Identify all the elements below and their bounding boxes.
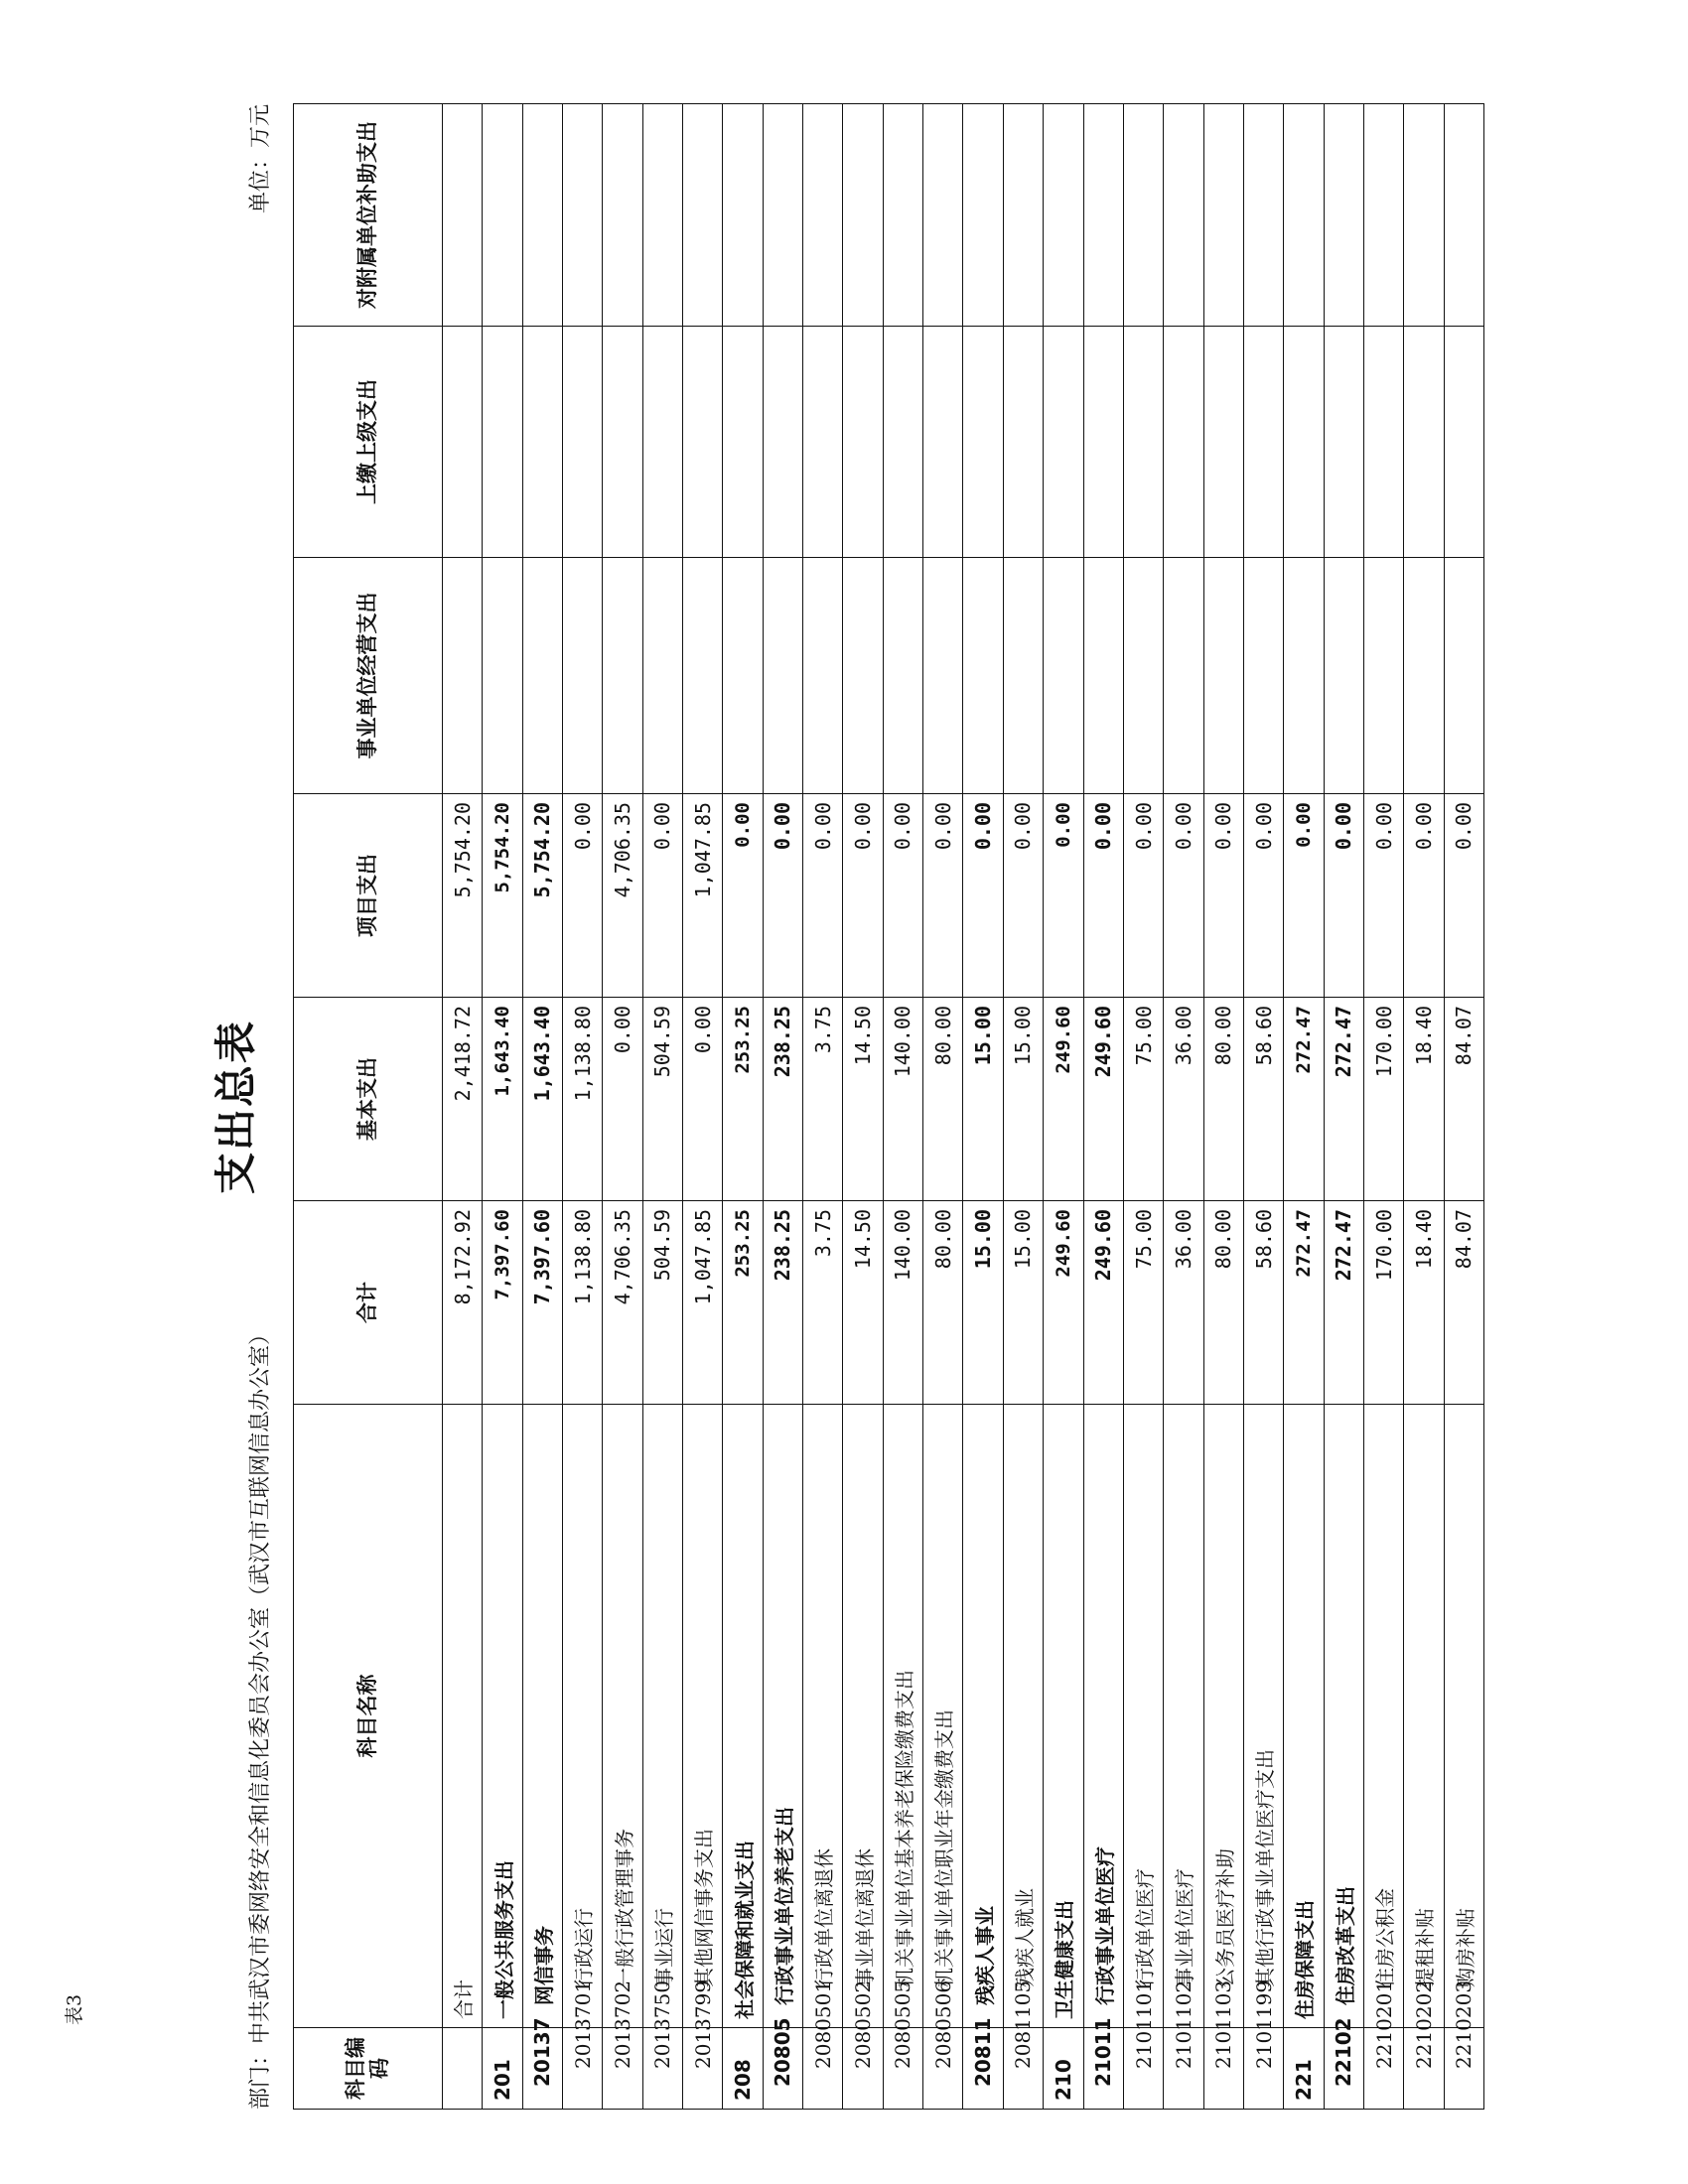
row-business xyxy=(963,558,1003,794)
row-total: 7,397.60 xyxy=(522,1201,562,1405)
row-total: 36.00 xyxy=(1164,1201,1203,1405)
row-subsidy xyxy=(1003,104,1043,327)
row-business xyxy=(843,558,883,794)
row-basic: 140.00 xyxy=(883,998,922,1201)
row-code: 2210203 xyxy=(1444,2028,1483,2110)
row-name: 住房保障支出 xyxy=(1284,1405,1324,2028)
row-subsidy xyxy=(563,104,603,327)
table-row xyxy=(603,104,642,2110)
row-business xyxy=(723,558,763,794)
row-subsidy xyxy=(723,104,763,327)
row-basic: 14.50 xyxy=(843,998,883,1201)
document-title: 支出总表 xyxy=(211,1020,260,1195)
row-upper xyxy=(803,327,843,558)
row-project: 0.00 xyxy=(803,794,843,998)
row-name: 卫生健康支出 xyxy=(1044,1405,1083,2028)
row-project: 0.00 xyxy=(1284,794,1324,998)
row-business xyxy=(1203,558,1243,794)
row-basic: 80.00 xyxy=(923,998,963,1201)
row-project: 1,047.85 xyxy=(683,794,723,998)
row-upper xyxy=(563,327,603,558)
row-upper xyxy=(1284,327,1324,558)
table-body xyxy=(443,104,1484,2110)
row-project: 5,754.20 xyxy=(522,794,562,998)
row-project: 0.00 xyxy=(723,794,763,998)
table-row xyxy=(963,104,1003,2110)
row-upper xyxy=(1203,327,1243,558)
col-header-total: 合计 xyxy=(294,1201,443,1405)
row-project: 0.00 xyxy=(1444,794,1483,998)
row-project: 0.00 xyxy=(1243,794,1283,998)
row-code: 21011 xyxy=(1083,2028,1123,2110)
row-project: 0.00 xyxy=(923,794,963,998)
row-basic: 1,643.40 xyxy=(483,998,522,1201)
row-project: 0.00 xyxy=(1003,794,1043,998)
row-subsidy xyxy=(763,104,802,327)
row-subsidy xyxy=(963,104,1003,327)
table-row xyxy=(443,104,483,2110)
row-subsidy xyxy=(1203,104,1243,327)
row-name: 残疾人事业 xyxy=(963,1405,1003,2028)
row-project: 0.00 xyxy=(1324,794,1363,998)
row-business xyxy=(443,558,483,794)
col-header-project: 项目支出 xyxy=(294,794,443,998)
row-business xyxy=(603,558,642,794)
row-code: 2080501 xyxy=(803,2028,843,2110)
row-code: 201 xyxy=(483,2028,522,2110)
row-name: 机关事业单位职业年金缴费支出 xyxy=(923,1405,963,2028)
row-basic: 2,418.72 xyxy=(443,998,483,1201)
row-upper xyxy=(763,327,802,558)
row-project: 5,754.20 xyxy=(443,794,483,998)
row-basic: 36.00 xyxy=(1164,998,1203,1201)
row-total: 14.50 xyxy=(843,1201,883,1405)
row-project: 0.00 xyxy=(563,794,603,998)
row-business xyxy=(522,558,562,794)
row-name: 行政运行 xyxy=(563,1405,603,2028)
row-upper xyxy=(723,327,763,558)
row-basic: 15.00 xyxy=(963,998,1003,1201)
row-subsidy xyxy=(1123,104,1163,327)
row-upper xyxy=(1324,327,1363,558)
table-row xyxy=(1044,104,1083,2110)
col-header-business: 事业单位经营支出 xyxy=(294,558,443,794)
row-total: 80.00 xyxy=(923,1201,963,1405)
row-name: 公务员医疗补助 xyxy=(1203,1405,1243,2028)
row-code: 2081105 xyxy=(1003,2028,1043,2110)
row-code: 2210201 xyxy=(1363,2028,1403,2110)
row-business xyxy=(1284,558,1324,794)
row-business xyxy=(1243,558,1283,794)
row-basic: 249.60 xyxy=(1044,998,1083,1201)
row-upper xyxy=(1404,327,1444,558)
table-row xyxy=(1243,104,1283,2110)
row-basic: 1,138.80 xyxy=(563,998,603,1201)
table-row xyxy=(1284,104,1324,2110)
row-business xyxy=(1404,558,1444,794)
row-basic: 1,643.40 xyxy=(522,998,562,1201)
row-subsidy xyxy=(522,104,562,327)
row-business xyxy=(1444,558,1483,794)
expenditure-table xyxy=(293,103,1484,2110)
row-project: 0.00 xyxy=(1123,794,1163,998)
row-business xyxy=(483,558,522,794)
row-subsidy xyxy=(683,104,723,327)
row-upper xyxy=(603,327,642,558)
row-total: 84.07 xyxy=(1444,1201,1483,1405)
row-code: 221 xyxy=(1284,2028,1324,2110)
table-row xyxy=(763,104,802,2110)
row-upper xyxy=(923,327,963,558)
col-header-code: 科目编码 xyxy=(294,2028,443,2110)
table-row xyxy=(642,104,682,2110)
row-business xyxy=(1123,558,1163,794)
row-business xyxy=(1363,558,1403,794)
row-project: 0.00 xyxy=(963,794,1003,998)
row-project: 4,706.35 xyxy=(603,794,642,998)
table-row xyxy=(522,104,562,2110)
row-upper xyxy=(883,327,922,558)
row-project: 0.00 xyxy=(642,794,682,998)
row-total: 272.47 xyxy=(1324,1201,1363,1405)
row-basic: 504.59 xyxy=(642,998,682,1201)
row-basic: 3.75 xyxy=(803,998,843,1201)
row-name: 提租补贴 xyxy=(1404,1405,1444,2028)
row-total: 8,172.92 xyxy=(443,1201,483,1405)
table-row xyxy=(1203,104,1243,2110)
row-code xyxy=(443,2028,483,2110)
table-row xyxy=(1083,104,1123,2110)
row-total: 1,138.80 xyxy=(563,1201,603,1405)
table-row xyxy=(1363,104,1403,2110)
row-name: 一般行政管理事务 xyxy=(603,1405,642,2028)
row-project: 5,754.20 xyxy=(483,794,522,998)
row-basic: 253.25 xyxy=(723,998,763,1201)
row-subsidy xyxy=(1404,104,1444,327)
rotated-page xyxy=(204,104,1484,2110)
row-subsidy xyxy=(1164,104,1203,327)
row-business xyxy=(923,558,963,794)
row-project: 0.00 xyxy=(843,794,883,998)
row-total: 504.59 xyxy=(642,1201,682,1405)
row-code: 210 xyxy=(1044,2028,1083,2110)
table-row xyxy=(683,104,723,2110)
row-upper xyxy=(642,327,682,558)
table-row xyxy=(1123,104,1163,2110)
row-name: 合计 xyxy=(443,1405,483,2028)
row-total: 272.47 xyxy=(1284,1201,1324,1405)
row-name: 购房补贴 xyxy=(1444,1405,1483,2028)
row-subsidy xyxy=(642,104,682,327)
row-project: 0.00 xyxy=(1363,794,1403,998)
row-total: 75.00 xyxy=(1123,1201,1163,1405)
row-total: 15.00 xyxy=(1003,1201,1043,1405)
col-header-name: 科目名称 xyxy=(294,1405,443,2028)
row-basic: 75.00 xyxy=(1123,998,1163,1201)
row-upper xyxy=(1044,327,1083,558)
row-total: 170.00 xyxy=(1363,1201,1403,1405)
row-name: 行政事业单位医疗 xyxy=(1083,1405,1123,2028)
row-basic: 58.60 xyxy=(1243,998,1283,1201)
row-code: 2101102 xyxy=(1164,2028,1203,2110)
row-subsidy xyxy=(1083,104,1123,327)
row-name: 住房改革支出 xyxy=(1324,1405,1363,2028)
row-upper xyxy=(1123,327,1163,558)
row-upper xyxy=(1243,327,1283,558)
row-basic: 238.25 xyxy=(763,998,802,1201)
row-business xyxy=(883,558,922,794)
row-subsidy xyxy=(1444,104,1483,327)
row-project: 0.00 xyxy=(883,794,922,998)
row-project: 0.00 xyxy=(1044,794,1083,998)
table-row xyxy=(923,104,963,2110)
row-name: 机关事业单位基本养老保险缴费支出 xyxy=(883,1405,922,2028)
row-name: 事业运行 xyxy=(642,1405,682,2028)
row-code: 2013750 xyxy=(642,2028,682,2110)
table-row xyxy=(843,104,883,2110)
row-basic: 0.00 xyxy=(603,998,642,1201)
row-code: 2013702 xyxy=(603,2028,642,2110)
row-name: 行政单位离退休 xyxy=(803,1405,843,2028)
table-row xyxy=(563,104,603,2110)
row-name: 事业单位离退休 xyxy=(843,1405,883,2028)
row-upper xyxy=(443,327,483,558)
row-subsidy xyxy=(1044,104,1083,327)
row-subsidy xyxy=(603,104,642,327)
row-code: 2210202 xyxy=(1404,2028,1444,2110)
row-total: 58.60 xyxy=(1243,1201,1283,1405)
col-header-upper: 上缴上级支出 xyxy=(294,327,443,558)
row-name: 行政单位医疗 xyxy=(1123,1405,1163,2028)
row-subsidy xyxy=(843,104,883,327)
row-basic: 18.40 xyxy=(1404,998,1444,1201)
row-upper xyxy=(963,327,1003,558)
row-project: 0.00 xyxy=(1203,794,1243,998)
row-code: 208 xyxy=(723,2028,763,2110)
row-code: 2101103 xyxy=(1203,2028,1243,2110)
row-name: 事业单位医疗 xyxy=(1164,1405,1203,2028)
row-code: 2013701 xyxy=(563,2028,603,2110)
row-name: 其他网信事务支出 xyxy=(683,1405,723,2028)
row-total: 7,397.60 xyxy=(483,1201,522,1405)
row-subsidy xyxy=(883,104,922,327)
row-subsidy xyxy=(483,104,522,327)
row-upper xyxy=(483,327,522,558)
row-subsidy xyxy=(1324,104,1363,327)
page-label: 表3 xyxy=(64,1993,85,2025)
row-name: 网信事务 xyxy=(522,1405,562,2028)
row-code: 2080506 xyxy=(923,2028,963,2110)
table-row xyxy=(1164,104,1203,2110)
row-total: 1,047.85 xyxy=(683,1201,723,1405)
row-total: 80.00 xyxy=(1203,1201,1243,1405)
row-basic: 272.47 xyxy=(1324,998,1363,1201)
row-project: 0.00 xyxy=(1164,794,1203,998)
row-name: 一般公共服务支出 xyxy=(483,1405,522,2028)
row-business xyxy=(1003,558,1043,794)
row-basic: 84.07 xyxy=(1444,998,1483,1201)
row-business xyxy=(1044,558,1083,794)
row-code: 2101101 xyxy=(1123,2028,1163,2110)
table-row xyxy=(803,104,843,2110)
row-subsidy xyxy=(803,104,843,327)
table-row xyxy=(883,104,922,2110)
row-code: 22102 xyxy=(1324,2028,1363,2110)
row-total: 3.75 xyxy=(803,1201,843,1405)
row-total: 249.60 xyxy=(1044,1201,1083,1405)
table-row xyxy=(483,104,522,2110)
row-code: 2101199 xyxy=(1243,2028,1283,2110)
row-name: 住房公积金 xyxy=(1363,1405,1403,2028)
row-name: 行政事业单位养老支出 xyxy=(763,1405,802,2028)
table-row xyxy=(723,104,763,2110)
row-code: 2013799 xyxy=(683,2028,723,2110)
header-row xyxy=(294,104,443,2110)
row-business xyxy=(563,558,603,794)
row-name: 残疾人就业 xyxy=(1003,1405,1043,2028)
row-basic: 80.00 xyxy=(1203,998,1243,1201)
row-business xyxy=(1083,558,1123,794)
row-code: 20805 xyxy=(763,2028,802,2110)
row-business xyxy=(1324,558,1363,794)
row-subsidy xyxy=(443,104,483,327)
row-total: 253.25 xyxy=(723,1201,763,1405)
col-header-subsidy: 对附属单位补助支出 xyxy=(294,104,443,327)
table-row xyxy=(1003,104,1043,2110)
row-business xyxy=(1164,558,1203,794)
row-basic: 249.60 xyxy=(1083,998,1123,1201)
row-total: 18.40 xyxy=(1404,1201,1444,1405)
row-project: 0.00 xyxy=(1404,794,1444,998)
row-basic: 15.00 xyxy=(1003,998,1043,1201)
row-basic: 170.00 xyxy=(1363,998,1403,1201)
row-total: 238.25 xyxy=(763,1201,802,1405)
row-upper xyxy=(1444,327,1483,558)
department-line: 部门：中共武汉市委网络安全和信息化委员会办公室（武汉市互联网信息办公室） xyxy=(248,1322,273,2110)
row-name: 其他行政事业单位医疗支出 xyxy=(1243,1405,1283,2028)
row-business xyxy=(642,558,682,794)
row-total: 249.60 xyxy=(1083,1201,1123,1405)
row-subsidy xyxy=(923,104,963,327)
row-code: 20811 xyxy=(963,2028,1003,2110)
row-upper xyxy=(1164,327,1203,558)
row-basic: 0.00 xyxy=(683,998,723,1201)
row-project: 0.00 xyxy=(1083,794,1123,998)
row-business xyxy=(683,558,723,794)
row-total: 15.00 xyxy=(963,1201,1003,1405)
row-code: 2080505 xyxy=(883,2028,922,2110)
unit-line: 单位：万元 xyxy=(248,104,273,214)
col-header-basic: 基本支出 xyxy=(294,998,443,1201)
row-business xyxy=(803,558,843,794)
row-total: 140.00 xyxy=(883,1201,922,1405)
row-subsidy xyxy=(1284,104,1324,327)
row-business xyxy=(763,558,802,794)
row-upper xyxy=(1003,327,1043,558)
row-upper xyxy=(843,327,883,558)
row-upper xyxy=(1363,327,1403,558)
table-row xyxy=(1404,104,1444,2110)
row-basic: 272.47 xyxy=(1284,998,1324,1201)
row-subsidy xyxy=(1243,104,1283,327)
row-code: 2080502 xyxy=(843,2028,883,2110)
row-total: 4,706.35 xyxy=(603,1201,642,1405)
row-upper xyxy=(1083,327,1123,558)
table-row xyxy=(1444,104,1483,2110)
row-name: 社会保障和就业支出 xyxy=(723,1405,763,2028)
row-project: 0.00 xyxy=(763,794,802,998)
row-code: 20137 xyxy=(522,2028,562,2110)
row-subsidy xyxy=(1363,104,1403,327)
table-row xyxy=(1324,104,1363,2110)
row-upper xyxy=(522,327,562,558)
row-upper xyxy=(683,327,723,558)
